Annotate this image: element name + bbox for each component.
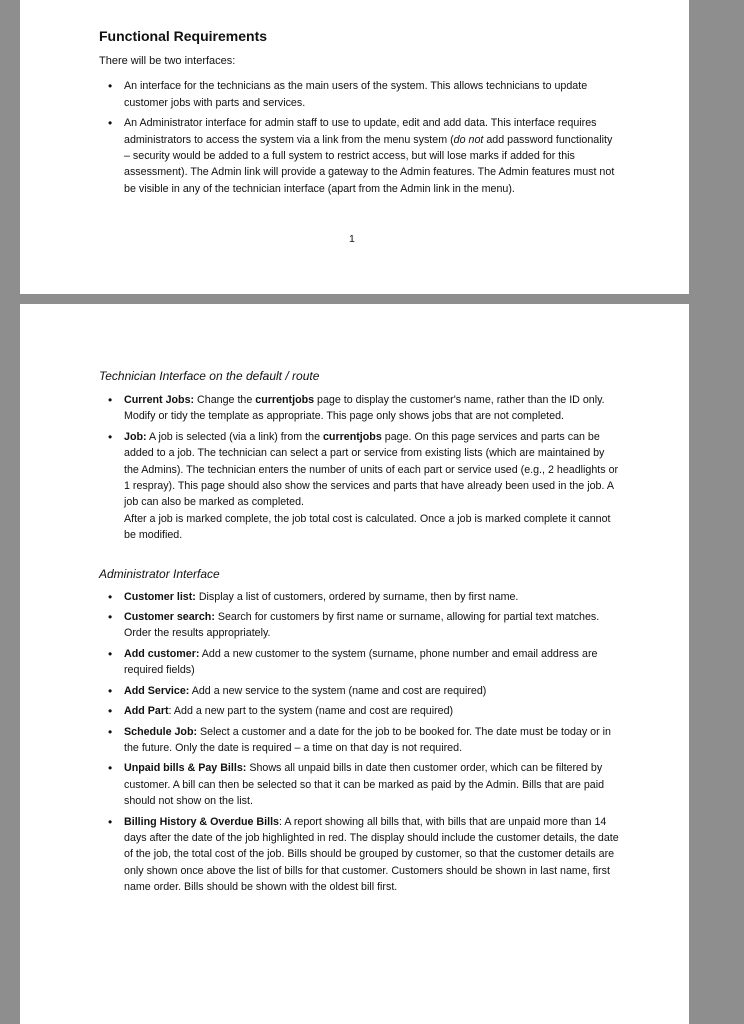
list-item: • Customer search: Search for customers by first name or surname, allowing for partial text matches. Order the results appropriately. bbox=[99, 609, 619, 642]
list-item: • Current Jobs: Change the currentjobs page to display the customer's name, rather than the ID only. Modify or tidy the template as appropriate. This page only shows jobs that are not completed. bbox=[99, 392, 619, 425]
list-item: • Job: A job is selected (via a link) from the currentjobs page. On this page services and parts can be added to a job. The technician can select a part or service from existing lists (which are maintained by the Admins). The technician enters the number of units of each part or service used (e.g., 2 headlights or 1 respray). This page should also show the services and parts that have already been used in the job. A job can also be marked as completed. After a job is marked complete, the job total cost is calculated. Once a job is marked complete it cannot be modified. bbox=[99, 429, 619, 544]
list-item: • Add Service: Add a new service to the system (name and cost are required) bbox=[99, 683, 619, 699]
technician-interface-title: Technician Interface on the default / route bbox=[99, 369, 320, 383]
administrator-interface-title: Administrator Interface bbox=[99, 566, 220, 581]
list-item: • Billing History & Overdue Bills: A report showing all bills that, with bills that are unpaid more than 14 days after the date of the job highlighted in red. The display should include the customer details, the date of the job, the total cost of the job. Bills should be grouped by customer, so that the customer details are only shown once above the list of bills for that customer. Customers should be shown in last name, first name order. Bills should be shown with the oldest bill first. bbox=[99, 814, 619, 896]
interfaces-list bbox=[99, 78, 619, 197]
document-page-2 bbox=[20, 304, 689, 1024]
admin-list bbox=[99, 589, 619, 896]
list-item: • An interface for the technicians as the main users of the system. This allows technicians to update customer jobs with parts and services. bbox=[99, 78, 619, 111]
page-2-content bbox=[99, 368, 619, 900]
page-1-content bbox=[99, 27, 619, 201]
list-item: • Add customer: Add a new customer to the system (surname, phone number and email address are required fields) bbox=[99, 646, 619, 679]
technician-list bbox=[99, 392, 619, 544]
list-item: • Schedule Job: Select a customer and a date for the job to be booked for. The date must be today or in the future. Only the date is required – a time on that day is not required. bbox=[99, 724, 619, 757]
section-heading: Functional Requirements bbox=[99, 28, 268, 44]
list-item: • Add Part: Add a new part to the system (name and cost are required) bbox=[99, 703, 619, 719]
page-number: 1 bbox=[349, 233, 355, 245]
list-item: • Unpaid bills & Pay Bills: Shows all unpaid bills in date then customer order, which can be filtered by customer. A bill can then be selected so that it can be marked as paid by the Admin. Bills that are paid should not show on the list. bbox=[99, 760, 619, 809]
document-page-1 bbox=[20, 0, 689, 294]
list-item: • An Administrator interface for admin staff to use to update, edit and add data. This interface requires administrators to access the system via a link from the menu system (do not add password functionality – security would be added to a full system to restrict access, but will lose marks if added for this assessment). The Admin link will provide a gateway to the Admin features. The Admin features must not be visible in any of the technician interface (apart from the Admin link in the menu). bbox=[99, 115, 619, 197]
intro-text: There will be two interfaces: bbox=[99, 55, 236, 67]
list-item: • Customer list: Display a list of customers, ordered by surname, then by first name. bbox=[99, 589, 619, 605]
